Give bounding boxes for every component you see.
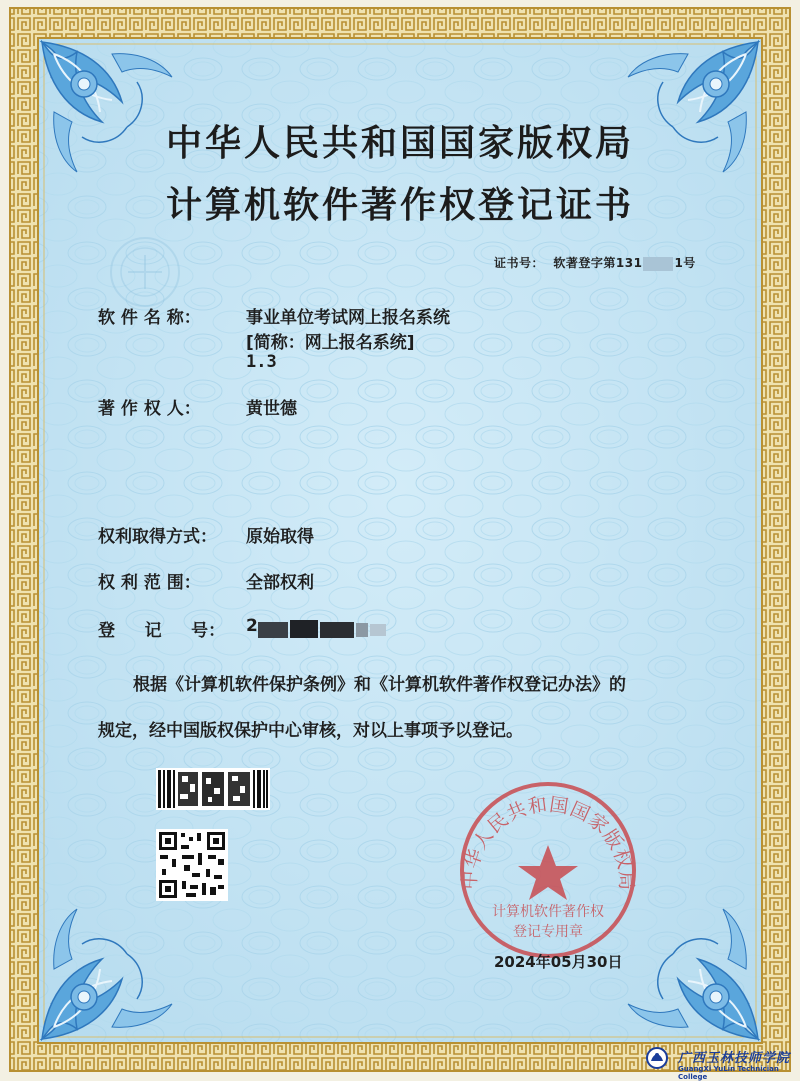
seal-bottom-line1: 计算机软件著作权: [492, 904, 604, 920]
school-logo-icon: [647, 1048, 667, 1068]
certificate-number: [494, 254, 696, 271]
qr-code: [156, 829, 228, 901]
statement-line2: 规定，经中国版权保护中心审核，对以上事项予以登记。: [98, 721, 523, 741]
issue-date: 2024年05月30日: [494, 953, 623, 971]
certificate-number-suffix: 1号: [674, 256, 696, 270]
header-title-line2: 计算机软件著作权登记证书: [165, 185, 634, 226]
certificate-number-prefix: 软著登字第131: [553, 256, 643, 270]
scope-value: 全部权利: [246, 573, 314, 593]
owner-value: 黄世德: [246, 399, 297, 419]
school-logo-name-en: GuangXi YuLin Technician College: [678, 1065, 779, 1081]
school-logo-name-cn: 广西玉林技师学院: [678, 1051, 791, 1066]
software-name-label: 软 件 名 称：: [98, 308, 201, 328]
redaction-mask: [643, 257, 673, 271]
reg-no-label: 登 记 号：: [98, 621, 226, 641]
statement-line1: 根据《计算机软件保护条例》和《计算机软件著作权登记办法》的: [133, 675, 626, 695]
acquisition-label: 权利取得方式：: [98, 527, 217, 547]
software-version: 1.3: [246, 352, 277, 372]
header-title-line1: 中华人民共和国国家版权局: [165, 123, 634, 164]
certificate-number-label: 证书号：: [494, 256, 545, 270]
acquisition-value: 原始取得: [246, 527, 314, 547]
seal-bottom-line2: 登记专用章: [513, 924, 583, 940]
scope-label: 权 利 范 围：: [98, 573, 201, 593]
reg-no-value: 2: [246, 616, 258, 636]
barcode: [156, 768, 270, 810]
software-name-value: 事业单位考试网上报名系统: [246, 308, 450, 328]
owner-label: 著 作 权 人：: [98, 399, 201, 419]
seal-top-text: 中华人民共和国国家版权局: [458, 793, 638, 892]
software-short-name: [简称：网上报名系统]: [246, 333, 415, 353]
